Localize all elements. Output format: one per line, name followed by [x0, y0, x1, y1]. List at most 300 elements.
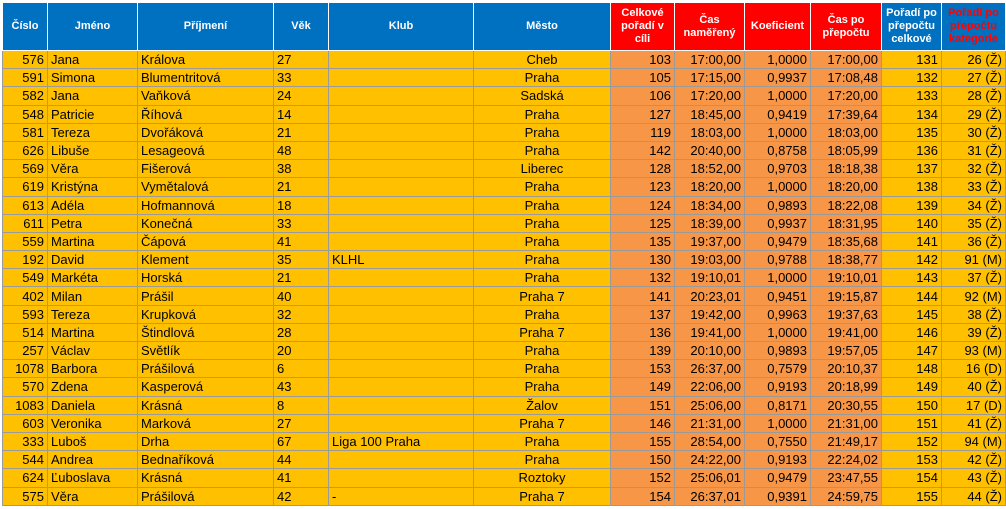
cell-number: 559 — [3, 232, 48, 250]
cell-adjusted-time: 24:59,75 — [811, 487, 882, 505]
cell-age: 27 — [274, 414, 329, 432]
cell-age: 8 — [274, 396, 329, 414]
cell-coefficient: 0,9451 — [745, 287, 811, 305]
cell-adjusted-rank: 140 — [882, 214, 942, 232]
cell-age: 33 — [274, 69, 329, 87]
table-row — [3, 469, 1006, 487]
cell-city: Praha 7 — [474, 287, 611, 305]
cell-coefficient: 0,9788 — [745, 251, 811, 269]
cell-first-name: Veronika — [48, 414, 138, 432]
cell-age: 40 — [274, 287, 329, 305]
cell-number: 611 — [3, 214, 48, 232]
cell-category-rank: 93 (M) — [942, 342, 1006, 360]
header-klub: Klub — [329, 3, 474, 51]
table-row — [3, 269, 1006, 287]
cell-adjusted-time: 18:18,38 — [811, 160, 882, 178]
cell-adjusted-time: 19:10,01 — [811, 269, 882, 287]
cell-overall-finish: 149 — [611, 378, 675, 396]
cell-adjusted-time: 18:03,00 — [811, 123, 882, 141]
table-row — [3, 214, 1006, 232]
cell-last-name: Kasperová — [138, 378, 274, 396]
cell-club — [329, 414, 474, 432]
cell-last-name: Králova — [138, 51, 274, 69]
cell-category-rank: 44 (Ž) — [942, 487, 1006, 505]
table-row — [3, 87, 1006, 105]
table-row — [3, 414, 1006, 432]
cell-city: Praha — [474, 123, 611, 141]
cell-coefficient: 0,9391 — [745, 487, 811, 505]
cell-overall-finish: 155 — [611, 432, 675, 450]
cell-measured-time: 17:15,00 — [675, 69, 745, 87]
cell-coefficient: 1,0000 — [745, 87, 811, 105]
cell-coefficient: 0,9479 — [745, 469, 811, 487]
cell-number: 581 — [3, 123, 48, 141]
header-poradi-celkove: Pořadí po přepočtu celkové — [882, 3, 942, 51]
cell-first-name: Adéla — [48, 196, 138, 214]
table-row — [3, 287, 1006, 305]
cell-coefficient: 1,0000 — [745, 269, 811, 287]
cell-measured-time: 19:41,00 — [675, 323, 745, 341]
cell-category-rank: 26 (Ž) — [942, 51, 1006, 69]
cell-number: 569 — [3, 160, 48, 178]
cell-adjusted-rank: 147 — [882, 342, 942, 360]
cell-adjusted-time: 18:22,08 — [811, 196, 882, 214]
header-cas-po-prepoctu: Čas po přepočtu — [811, 3, 882, 51]
cell-number: 619 — [3, 178, 48, 196]
cell-age: 38 — [274, 160, 329, 178]
cell-age: 21 — [274, 269, 329, 287]
cell-last-name: Klement — [138, 251, 274, 269]
cell-club — [329, 51, 474, 69]
cell-measured-time: 18:20,00 — [675, 178, 745, 196]
cell-city: Praha — [474, 232, 611, 250]
cell-last-name: Blumentritová — [138, 69, 274, 87]
cell-last-name: Lesageová — [138, 141, 274, 159]
header-mesto: Město — [474, 3, 611, 51]
cell-club — [329, 378, 474, 396]
cell-overall-finish: 125 — [611, 214, 675, 232]
cell-age: 33 — [274, 214, 329, 232]
cell-adjusted-rank: 133 — [882, 87, 942, 105]
cell-category-rank: 43 (Ž) — [942, 469, 1006, 487]
cell-city: Praha — [474, 269, 611, 287]
cell-first-name: David — [48, 251, 138, 269]
cell-club — [329, 323, 474, 341]
cell-coefficient: 0,9193 — [745, 378, 811, 396]
cell-adjusted-time: 17:08,48 — [811, 69, 882, 87]
cell-city: Praha — [474, 178, 611, 196]
cell-number: 591 — [3, 69, 48, 87]
cell-measured-time: 19:10,01 — [675, 269, 745, 287]
cell-number: 549 — [3, 269, 48, 287]
cell-number: 613 — [3, 196, 48, 214]
table-row — [3, 396, 1006, 414]
cell-adjusted-rank: 145 — [882, 305, 942, 323]
cell-club — [329, 232, 474, 250]
cell-adjusted-rank: 135 — [882, 123, 942, 141]
cell-number: 544 — [3, 451, 48, 469]
cell-city: Praha — [474, 360, 611, 378]
cell-age: 41 — [274, 469, 329, 487]
table-row — [3, 141, 1006, 159]
table-row — [3, 487, 1006, 505]
cell-city: Praha — [474, 378, 611, 396]
cell-adjusted-rank: 148 — [882, 360, 942, 378]
cell-club — [329, 342, 474, 360]
cell-last-name: Vaňková — [138, 87, 274, 105]
header-celkove-poradi: Celkové pořadí v cíli — [611, 3, 675, 51]
cell-adjusted-rank: 139 — [882, 196, 942, 214]
cell-club — [329, 160, 474, 178]
header-row — [3, 3, 1006, 51]
cell-measured-time: 26:37,01 — [675, 487, 745, 505]
table-row — [3, 51, 1006, 69]
cell-category-rank: 39 (Ž) — [942, 323, 1006, 341]
cell-coefficient: 0,7579 — [745, 360, 811, 378]
cell-adjusted-time: 19:57,05 — [811, 342, 882, 360]
cell-adjusted-time: 22:24,02 — [811, 451, 882, 469]
cell-coefficient: 0,9893 — [745, 342, 811, 360]
cell-overall-finish: 103 — [611, 51, 675, 69]
cell-number: 626 — [3, 141, 48, 159]
cell-category-rank: 38 (Ž) — [942, 305, 1006, 323]
cell-club — [329, 123, 474, 141]
cell-category-rank: 36 (Ž) — [942, 232, 1006, 250]
cell-adjusted-rank: 141 — [882, 232, 942, 250]
cell-city: Praha — [474, 251, 611, 269]
cell-club: KLHL — [329, 251, 474, 269]
cell-last-name: Krásná — [138, 396, 274, 414]
cell-club — [329, 305, 474, 323]
table-row — [3, 251, 1006, 269]
cell-coefficient: 0,8171 — [745, 396, 811, 414]
table-row — [3, 432, 1006, 450]
cell-number: 257 — [3, 342, 48, 360]
cell-adjusted-time: 17:00,00 — [811, 51, 882, 69]
cell-last-name: Vymětalová — [138, 178, 274, 196]
cell-age: 48 — [274, 141, 329, 159]
cell-overall-finish: 130 — [611, 251, 675, 269]
header-jmeno: Jméno — [48, 3, 138, 51]
cell-age: 21 — [274, 178, 329, 196]
cell-category-rank: 31 (Ž) — [942, 141, 1006, 159]
cell-adjusted-rank: 136 — [882, 141, 942, 159]
cell-first-name: Libuše — [48, 141, 138, 159]
cell-club — [329, 469, 474, 487]
cell-coefficient: 0,9479 — [745, 232, 811, 250]
cell-overall-finish: 128 — [611, 160, 675, 178]
cell-last-name: Prášilová — [138, 360, 274, 378]
cell-coefficient: 0,9937 — [745, 69, 811, 87]
cell-city: Sadská — [474, 87, 611, 105]
cell-number: 333 — [3, 432, 48, 450]
cell-coefficient: 0,9963 — [745, 305, 811, 323]
cell-adjusted-rank: 143 — [882, 269, 942, 287]
cell-overall-finish: 105 — [611, 69, 675, 87]
cell-adjusted-rank: 154 — [882, 469, 942, 487]
cell-adjusted-rank: 137 — [882, 160, 942, 178]
cell-number: 582 — [3, 87, 48, 105]
cell-city: Praha 7 — [474, 323, 611, 341]
cell-number: 570 — [3, 378, 48, 396]
cell-measured-time: 20:10,00 — [675, 342, 745, 360]
cell-adjusted-time: 20:10,37 — [811, 360, 882, 378]
cell-first-name: Martina — [48, 232, 138, 250]
cell-category-rank: 16 (D) — [942, 360, 1006, 378]
cell-overall-finish: 146 — [611, 414, 675, 432]
cell-first-name: Patricie — [48, 105, 138, 123]
table-row — [3, 323, 1006, 341]
cell-club — [329, 87, 474, 105]
cell-age: 14 — [274, 105, 329, 123]
cell-adjusted-rank: 144 — [882, 287, 942, 305]
cell-club — [329, 105, 474, 123]
cell-overall-finish: 142 — [611, 141, 675, 159]
cell-adjusted-time: 19:15,87 — [811, 287, 882, 305]
cell-number: 514 — [3, 323, 48, 341]
cell-measured-time: 22:06,00 — [675, 378, 745, 396]
table-row — [3, 342, 1006, 360]
cell-adjusted-rank: 150 — [882, 396, 942, 414]
cell-number: 1083 — [3, 396, 48, 414]
cell-age: 67 — [274, 432, 329, 450]
cell-first-name: Simona — [48, 69, 138, 87]
cell-city: Cheb — [474, 51, 611, 69]
cell-last-name: Dvořáková — [138, 123, 274, 141]
cell-measured-time: 26:37,00 — [675, 360, 745, 378]
cell-first-name: Markéta — [48, 269, 138, 287]
cell-category-rank: 94 (M) — [942, 432, 1006, 450]
cell-first-name: Tereza — [48, 305, 138, 323]
header-vek: Věk — [274, 3, 329, 51]
cell-coefficient: 0,9193 — [745, 451, 811, 469]
cell-adjusted-time: 21:49,17 — [811, 432, 882, 450]
table-row — [3, 178, 1006, 196]
cell-adjusted-rank: 151 — [882, 414, 942, 432]
cell-adjusted-rank: 146 — [882, 323, 942, 341]
results-table — [2, 2, 1006, 506]
cell-club — [329, 287, 474, 305]
cell-overall-finish: 119 — [611, 123, 675, 141]
cell-first-name: Jana — [48, 87, 138, 105]
table-row — [3, 160, 1006, 178]
cell-age: 6 — [274, 360, 329, 378]
cell-number: 192 — [3, 251, 48, 269]
header-poradi-kategorie: Pořadí po přepočtu kategorie — [942, 3, 1006, 51]
cell-measured-time: 18:52,00 — [675, 160, 745, 178]
cell-overall-finish: 154 — [611, 487, 675, 505]
cell-city: Praha — [474, 305, 611, 323]
cell-measured-time: 19:42,00 — [675, 305, 745, 323]
cell-coefficient: 0,9703 — [745, 160, 811, 178]
cell-age: 20 — [274, 342, 329, 360]
table-row — [3, 305, 1006, 323]
cell-overall-finish: 124 — [611, 196, 675, 214]
cell-number: 402 — [3, 287, 48, 305]
cell-last-name: Světlík — [138, 342, 274, 360]
cell-adjusted-rank: 142 — [882, 251, 942, 269]
cell-city: Praha 7 — [474, 487, 611, 505]
cell-category-rank: 28 (Ž) — [942, 87, 1006, 105]
cell-club — [329, 214, 474, 232]
cell-first-name: Barbora — [48, 360, 138, 378]
cell-coefficient: 0,8758 — [745, 141, 811, 159]
cell-city: Praha 7 — [474, 414, 611, 432]
cell-category-rank: 33 (Ž) — [942, 178, 1006, 196]
cell-overall-finish: 132 — [611, 269, 675, 287]
cell-city: Praha — [474, 342, 611, 360]
cell-category-rank: 32 (Ž) — [942, 160, 1006, 178]
cell-coefficient: 0,7550 — [745, 432, 811, 450]
cell-age: 43 — [274, 378, 329, 396]
cell-category-rank: 42 (Ž) — [942, 451, 1006, 469]
cell-category-rank: 40 (Ž) — [942, 378, 1006, 396]
cell-first-name: Milan — [48, 287, 138, 305]
cell-adjusted-rank: 149 — [882, 378, 942, 396]
cell-coefficient: 0,9893 — [745, 196, 811, 214]
cell-age: 18 — [274, 196, 329, 214]
results-body — [3, 51, 1006, 506]
cell-age: 42 — [274, 487, 329, 505]
cell-age: 32 — [274, 305, 329, 323]
cell-first-name: Martina — [48, 323, 138, 341]
cell-last-name: Štindlová — [138, 323, 274, 341]
cell-first-name: Kristýna — [48, 178, 138, 196]
cell-overall-finish: 150 — [611, 451, 675, 469]
cell-last-name: Marková — [138, 414, 274, 432]
table-row — [3, 360, 1006, 378]
cell-coefficient: 1,0000 — [745, 178, 811, 196]
cell-city: Liberec — [474, 160, 611, 178]
cell-category-rank: 27 (Ž) — [942, 69, 1006, 87]
cell-adjusted-rank: 152 — [882, 432, 942, 450]
cell-overall-finish: 136 — [611, 323, 675, 341]
cell-first-name: Tereza — [48, 123, 138, 141]
cell-overall-finish: 127 — [611, 105, 675, 123]
header-koeficient: Koeficient — [745, 3, 811, 51]
cell-measured-time: 25:06,00 — [675, 396, 745, 414]
cell-first-name: Andrea — [48, 451, 138, 469]
cell-club — [329, 396, 474, 414]
cell-adjusted-rank: 138 — [882, 178, 942, 196]
cell-category-rank: 29 (Ž) — [942, 105, 1006, 123]
cell-category-rank: 92 (M) — [942, 287, 1006, 305]
cell-overall-finish: 123 — [611, 178, 675, 196]
cell-number: 1078 — [3, 360, 48, 378]
cell-last-name: Čápová — [138, 232, 274, 250]
cell-measured-time: 17:00,00 — [675, 51, 745, 69]
cell-last-name: Drha — [138, 432, 274, 450]
cell-first-name: Petra — [48, 214, 138, 232]
cell-category-rank: 41 (Ž) — [942, 414, 1006, 432]
cell-overall-finish: 152 — [611, 469, 675, 487]
cell-adjusted-time: 17:39,64 — [811, 105, 882, 123]
cell-first-name: Václav — [48, 342, 138, 360]
cell-age: 41 — [274, 232, 329, 250]
cell-city: Praha — [474, 105, 611, 123]
cell-overall-finish: 106 — [611, 87, 675, 105]
cell-measured-time: 20:40,00 — [675, 141, 745, 159]
cell-category-rank: 91 (M) — [942, 251, 1006, 269]
cell-club — [329, 141, 474, 159]
table-row — [3, 196, 1006, 214]
cell-adjusted-time: 19:37,63 — [811, 305, 882, 323]
cell-coefficient: 0,9419 — [745, 105, 811, 123]
cell-last-name: Krásná — [138, 469, 274, 487]
cell-adjusted-time: 21:31,00 — [811, 414, 882, 432]
cell-coefficient: 1,0000 — [745, 323, 811, 341]
cell-city: Praha — [474, 69, 611, 87]
header-cas-namereny: Čas naměřený — [675, 3, 745, 51]
cell-city: Žalov — [474, 396, 611, 414]
cell-measured-time: 20:23,01 — [675, 287, 745, 305]
cell-adjusted-rank: 134 — [882, 105, 942, 123]
cell-last-name: Prášil — [138, 287, 274, 305]
cell-club — [329, 196, 474, 214]
cell-adjusted-time: 18:35,68 — [811, 232, 882, 250]
cell-club — [329, 269, 474, 287]
cell-measured-time: 19:03,00 — [675, 251, 745, 269]
cell-measured-time: 17:20,00 — [675, 87, 745, 105]
cell-coefficient: 1,0000 — [745, 51, 811, 69]
cell-age: 35 — [274, 251, 329, 269]
cell-adjusted-rank: 131 — [882, 51, 942, 69]
cell-city: Praha — [474, 141, 611, 159]
cell-club: - — [329, 487, 474, 505]
cell-adjusted-time: 20:18,99 — [811, 378, 882, 396]
cell-number: 603 — [3, 414, 48, 432]
cell-adjusted-time: 17:20,00 — [811, 87, 882, 105]
header-prijmeni: Příjmení — [138, 3, 274, 51]
cell-last-name: Říhová — [138, 105, 274, 123]
cell-measured-time: 28:54,00 — [675, 432, 745, 450]
cell-last-name: Prášilová — [138, 487, 274, 505]
cell-last-name: Horská — [138, 269, 274, 287]
cell-number: 548 — [3, 105, 48, 123]
cell-number: 575 — [3, 487, 48, 505]
cell-age: 44 — [274, 451, 329, 469]
table-row — [3, 451, 1006, 469]
cell-first-name: Zdena — [48, 378, 138, 396]
cell-category-rank: 30 (Ž) — [942, 123, 1006, 141]
cell-adjusted-rank: 132 — [882, 69, 942, 87]
header-cislo: Číslo — [3, 3, 48, 51]
cell-last-name: Bednaříková — [138, 451, 274, 469]
cell-overall-finish: 153 — [611, 360, 675, 378]
cell-adjusted-time: 18:38,77 — [811, 251, 882, 269]
cell-overall-finish: 139 — [611, 342, 675, 360]
cell-age: 24 — [274, 87, 329, 105]
cell-city: Roztoky — [474, 469, 611, 487]
cell-first-name: Daniela — [48, 396, 138, 414]
cell-measured-time: 18:34,00 — [675, 196, 745, 214]
cell-number: 593 — [3, 305, 48, 323]
table-row — [3, 232, 1006, 250]
cell-city: Praha — [474, 432, 611, 450]
cell-measured-time: 18:03,00 — [675, 123, 745, 141]
cell-adjusted-time: 18:20,00 — [811, 178, 882, 196]
cell-last-name: Fišerová — [138, 160, 274, 178]
cell-club — [329, 451, 474, 469]
cell-adjusted-time: 18:05,99 — [811, 141, 882, 159]
table-row — [3, 378, 1006, 396]
cell-age: 27 — [274, 51, 329, 69]
cell-number: 576 — [3, 51, 48, 69]
cell-adjusted-time: 19:41,00 — [811, 323, 882, 341]
cell-category-rank: 37 (Ž) — [942, 269, 1006, 287]
cell-last-name: Krupková — [138, 305, 274, 323]
cell-overall-finish: 135 — [611, 232, 675, 250]
